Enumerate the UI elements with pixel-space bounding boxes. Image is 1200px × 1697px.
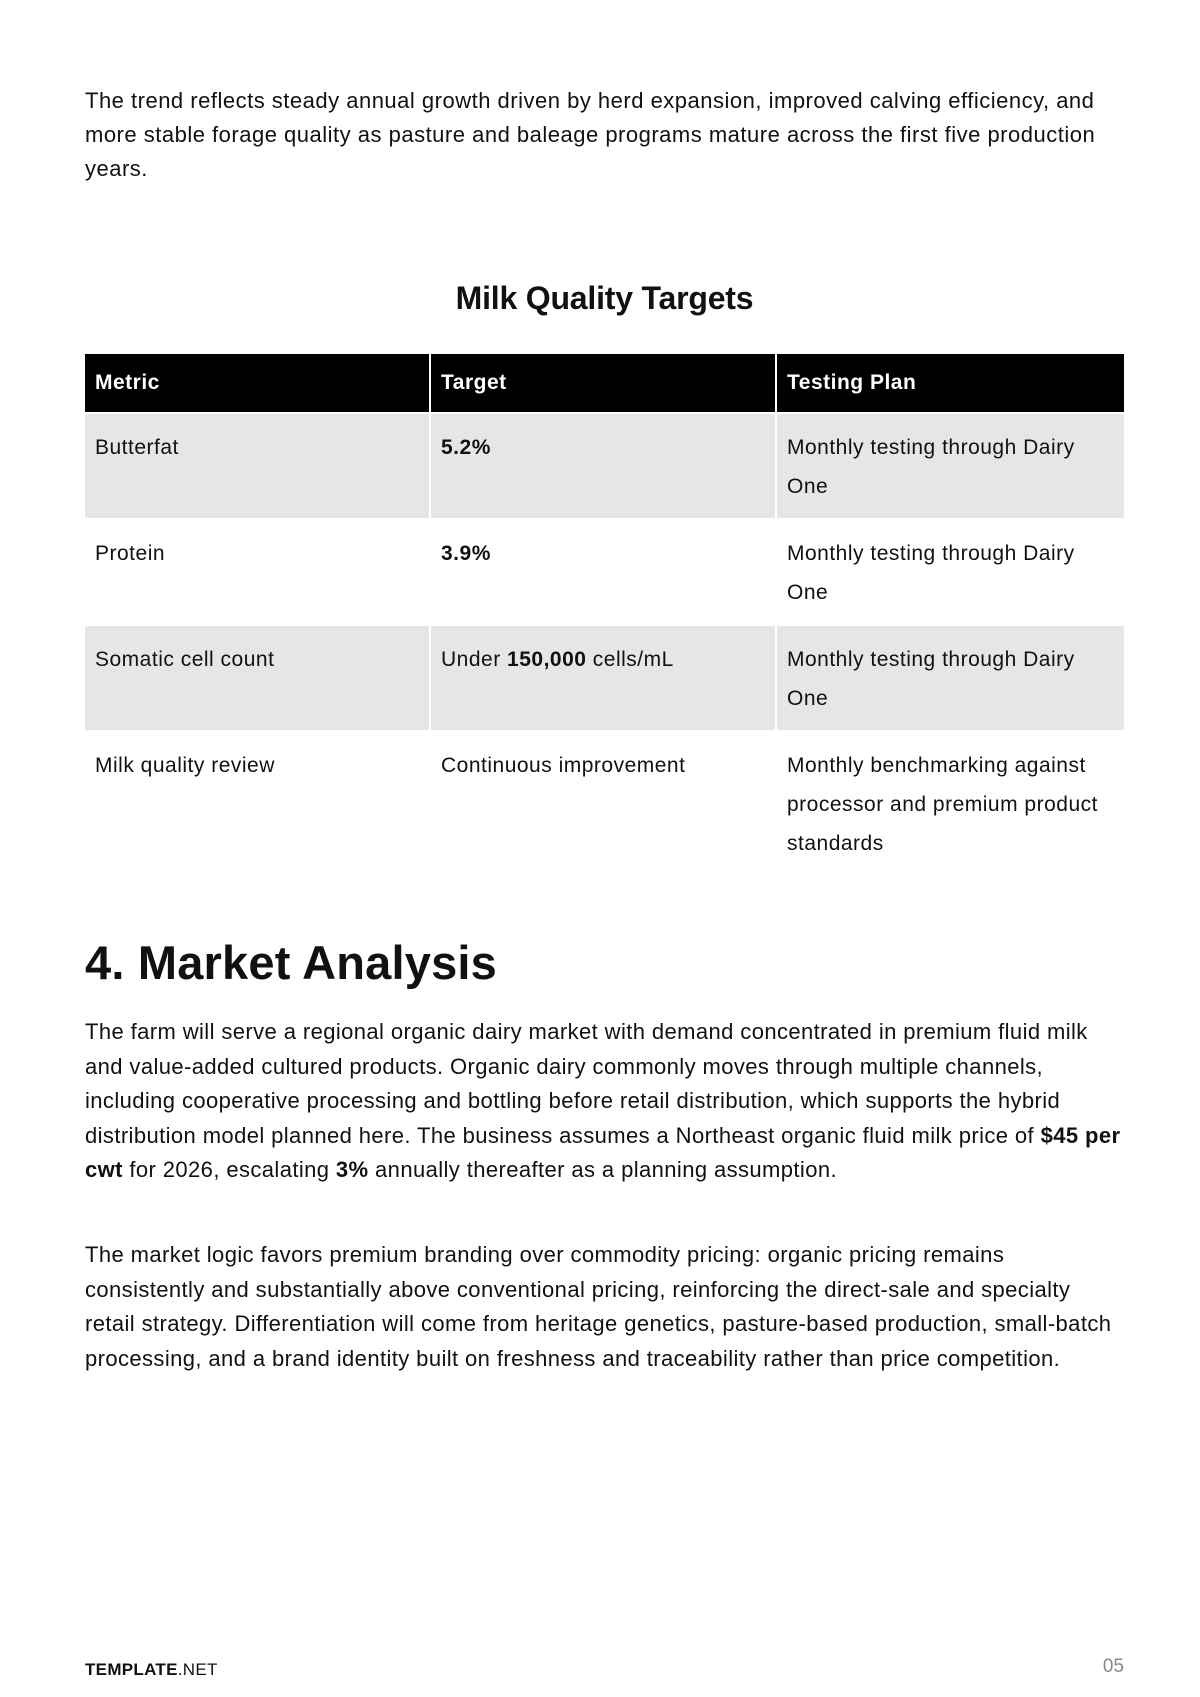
target-cell (431, 624, 777, 730)
paragraph-text: The farm will serve a regional organic dairy market with demand concentrated in premium fluid milk and value-added cultured products. Organic dairy commonly moves through multiple channels, including cooperative processing and bottling before retail distribution, which supports the hybrid distribution model planned here. The business assumes a Northeast organic fluid milk price of (85, 1019, 1088, 1148)
intro-paragraph: The trend reflects steady annual growth driven by herd expansion, improved calving efficiency, and more stable forage quality as pasture and baleage programs mature across the first five production years. (85, 88, 1096, 181)
metric-cell: Protein (85, 518, 431, 624)
testing-plan-cell: Monthly testing through Dairy One (777, 518, 1124, 624)
target-value: 5.2% (441, 436, 491, 459)
table-row (85, 730, 1124, 875)
metric-cell: Butterfat (85, 412, 431, 518)
target-cell (431, 518, 777, 624)
metric-cell: Somatic cell count (85, 624, 431, 730)
section-title: 4. Market Analysis (85, 936, 498, 989)
document-page (85, 0, 1124, 1697)
target-value: 150,000 (507, 648, 587, 671)
table-row (85, 518, 1124, 624)
table-header-row (85, 354, 1124, 412)
target-cell: Continuous improvement (431, 730, 777, 875)
testing-plan-cell: Monthly benchmarking against processor and premium product standards (777, 730, 1124, 875)
testing-plan-cell: Monthly testing through Dairy One (777, 412, 1124, 518)
footer-brand-logo (85, 1660, 218, 1680)
table-title: Milk Quality Targets (455, 280, 754, 316)
table-row (85, 624, 1124, 730)
target-value: 3.9% (441, 542, 491, 565)
paragraph-text: annually thereafter as a planning assumption. (368, 1157, 837, 1182)
milk-quality-table (85, 354, 1124, 875)
target-cell (431, 412, 777, 518)
testing-plan-cell: Monthly testing through Dairy One (777, 624, 1124, 730)
brand-name: TEMPLATE (85, 1660, 178, 1679)
market-paragraph-2: The market logic favors premium branding over commodity pricing: organic pricing remains consistently and substantially above conventional pricing, reinforcing the direct-sale and specialty retail strategy. Differentiation will come from heritage genetics, pasture-based production, small-batch processing, and a brand identity built on freshness and traceability rather than price competition. (85, 1242, 1112, 1371)
paragraph-text: for 2026, escalating (122, 1157, 336, 1182)
table-row (85, 412, 1124, 518)
header-testing-plan: Testing Plan (777, 354, 1124, 412)
brand-suffix: .NET (177, 1660, 218, 1679)
escalation-rate: 3% (335, 1157, 369, 1182)
target-suffix: cells/mL (586, 648, 674, 671)
header-target: Target (431, 354, 777, 412)
header-metric: Metric (85, 354, 431, 412)
price-assumption: $45 per cwt (85, 1122, 1121, 1182)
target-prefix: Under (441, 648, 508, 671)
market-paragraph-1 (85, 1015, 1124, 1188)
metric-cell: Milk quality review (85, 730, 431, 875)
page-number: 05 (1102, 1656, 1124, 1677)
